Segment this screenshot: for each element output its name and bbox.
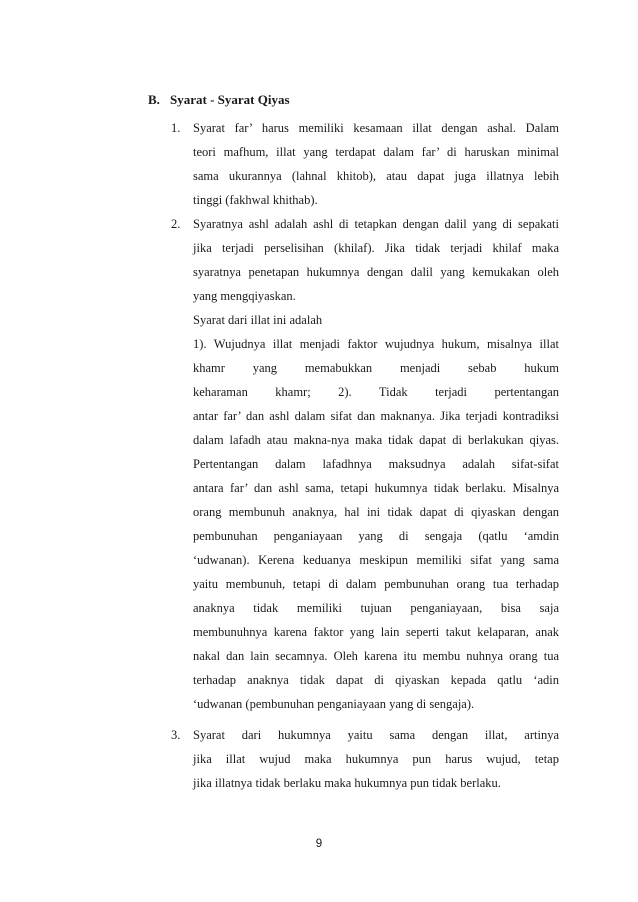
item-2-line-16: yaitu membunuh, tetapi di dalam pembunuhan orang tua terhadap <box>193 577 559 591</box>
item-2-number: 2. <box>171 217 181 231</box>
item-2-line-17: anaknya tidak memiliki tujuan penganiayaan, bisa saja <box>193 601 559 615</box>
item-2-line-11: Pertentangan dalam lafadhnya maksudnya adalah sifat-sifat <box>193 457 559 471</box>
item-3-line-1: Syarat dari hukumnya yaitu sama dengan illat, artinya <box>193 728 559 742</box>
item-2-line-2: jika terjadi perselisihan (khilaf). Jika tidak terjadi khilaf maka <box>193 241 559 255</box>
section-letter: B. <box>148 92 160 107</box>
item-2-line-1: Syaratnya ashl adalah ashl di tetapkan dengan dalil yang di sepakati <box>193 217 559 231</box>
item-2-line-9: antar far’ dan ashl dalam sifat dan maknanya. Jika terjadi kontradiksi <box>193 409 559 423</box>
item-1-line-3: sama ukurannya (lahnal khitob), atau dapat juga illatnya lebih <box>193 169 559 183</box>
section-heading <box>148 92 290 108</box>
page-number: 9 <box>315 838 323 850</box>
item-1-line-4: tinggi (fakhwal khithab). <box>193 193 318 207</box>
item-2-line-3: syaratnya penetapan hukumnya dengan dalil yang kemukakan oleh <box>193 265 559 279</box>
item-2-line-20: terhadap anaknya tidak dapat di qiyaskan kepada qatlu ‘adin <box>193 673 559 687</box>
item-1-line-2: teori mafhum, illat yang terdapat dalam far’ di haruskan minimal <box>193 145 559 159</box>
item-1-number: 1. <box>171 121 181 135</box>
section-title: Syarat - Syarat Qiyas <box>170 92 290 107</box>
item-2-line-8: keharaman khamr; 2). Tidak terjadi pertentangan <box>193 385 559 399</box>
item-2-line-5: Syarat dari illat ini adalah <box>193 313 323 327</box>
item-2-line-13: orang membunuh anaknya, hal ini tidak dapat di qiyaskan dengan <box>193 505 559 519</box>
item-2-line-4: yang mengqiyaskan. <box>193 289 296 303</box>
item-3-number: 3. <box>171 728 181 742</box>
item-2-line-19: nakal dan lain secamnya. Oleh karena itu membu nuhnya orang tua <box>193 649 559 663</box>
item-1-line-1: Syarat far’ harus memiliki kesamaan illat dengan ashal. Dalam <box>193 121 559 135</box>
item-2-line-10: dalam lafadh atau makna-nya maka tidak dapat di berlakukan qiyas. <box>193 433 559 447</box>
item-2-line-21: ‘udwanan (pembunuhan penganiayaan yang di sengaja). <box>193 697 475 711</box>
item-2-line-12: antara far’ dan ashl sama, tetapi hukumnya tidak berlaku. Misalnya <box>193 481 559 495</box>
item-2-line-14: pembunuhan penganiayaan yang di sengaja (qatlu ‘amdin <box>193 529 559 543</box>
item-2-line-6: 1). Wujudnya illat menjadi faktor wujudnya hukum, misalnya illat <box>193 337 559 351</box>
item-2-line-15: ‘udwanan). Kerena keduanya meskipun memiliki sifat yang sama <box>193 553 559 567</box>
item-2-line-18: membunuhnya karena faktor yang lain seperti takut kelaparan, anak <box>193 625 559 639</box>
item-2-line-7: khamr yang memabukkan menjadi sebab hukum <box>193 361 559 375</box>
item-3-line-2: jika illat wujud maka hukumnya pun harus wujud, tetap <box>193 752 559 766</box>
item-3-line-3: jika illatnya tidak berlaku maka hukumnya pun tidak berlaku. <box>193 776 501 790</box>
